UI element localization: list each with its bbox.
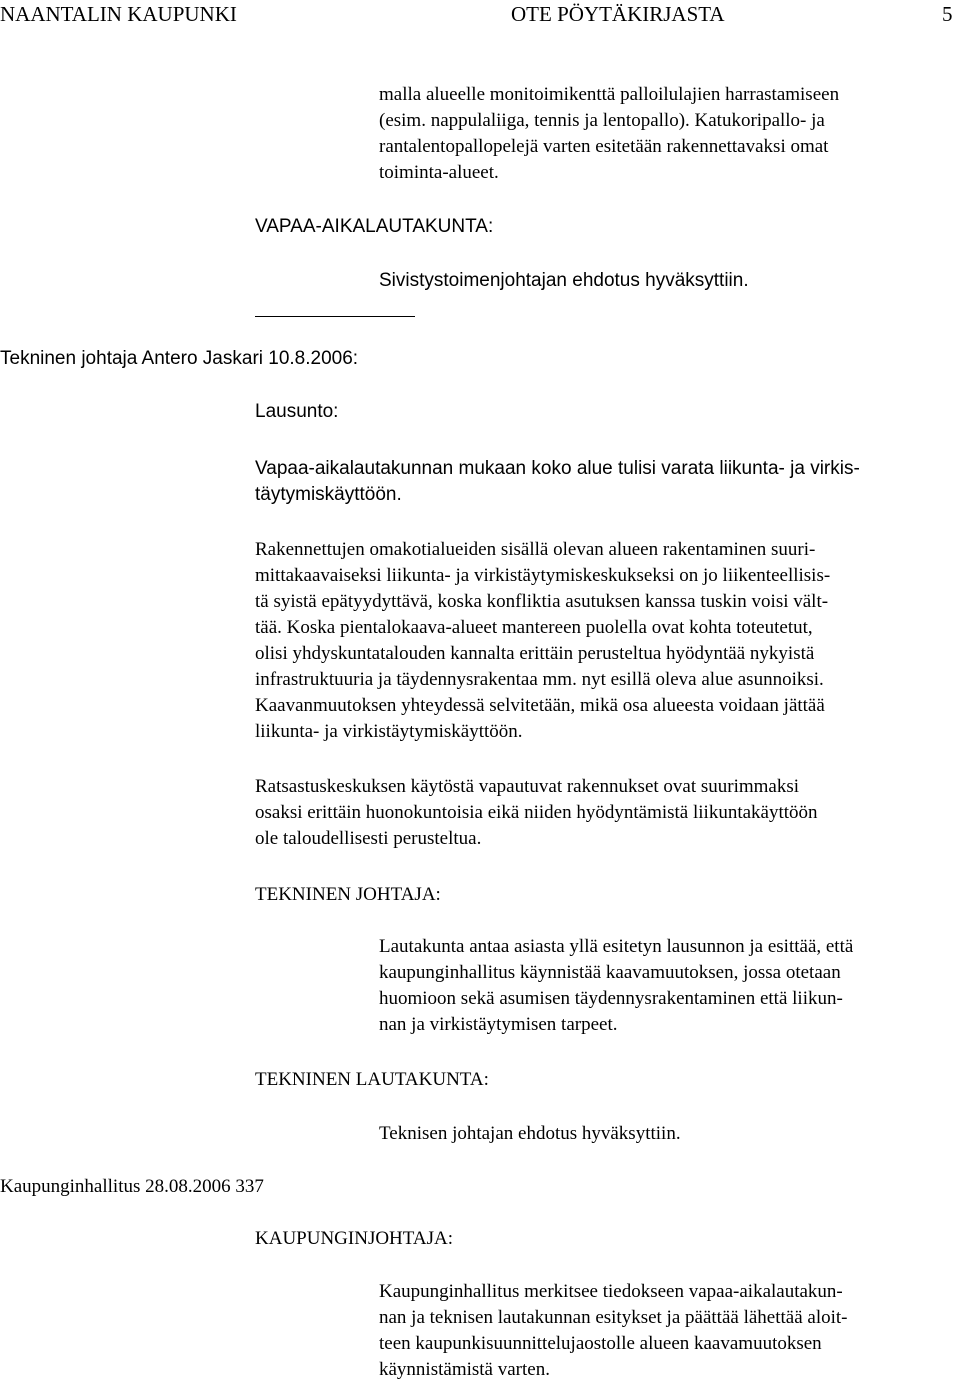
tekninen-johtaja-label: TEKNINEN JOHTAJA: bbox=[255, 884, 441, 905]
header-organization: NAANTALIN KAUPUNKI bbox=[0, 2, 237, 26]
vapaa-aikalautakunta-decision: Sivistystoimenjohtajan ehdotus hyväksyttiin. bbox=[379, 270, 749, 291]
tekninen-johtaja-meta: Tekninen johtaja Antero Jaskari 10.8.2006: bbox=[0, 348, 359, 369]
kaupunginjohtaja-label: KAUPUNGINJOHTAJA: bbox=[255, 1228, 453, 1249]
tekninen-lautakunta-label: TEKNINEN LAUTAKUNTA: bbox=[255, 1069, 489, 1090]
lausunto-paragraph-3: Ratsastuskeskuksen käytöstä vapautuvat rakennukset ovat suurimmaksi osaksi erittäin huonokuntoisia eikä niiden hyödyntämistä liikuntakäyttöön ole taloudellisesti perusteltua. bbox=[255, 776, 818, 849]
kaupunginjohtaja-proposal: Kaupunginhallitus merkitsee tiedokseen vapaa-aikalautakun- nan ja teknisen lautakunnan esitykset ja päättää lähettää aloit- teen kaupunkisuunnittelujaostolle alueen kaavamuutoksen käynnistämistä varten. bbox=[379, 1281, 848, 1380]
lausunto-label: Lausunto: bbox=[255, 401, 339, 422]
lausunto-paragraph-2: Rakennettujen omakotialueiden sisällä olevan alueen rakentaminen suuri- mittakaavaiseksi liikunta- ja virkistäytymiskeskukseksi on jo liikenteellisis- tä syistä epätyydyttävä, koska konfliktia asutuksen kanssa tuskin voisi vält- tää. Koska pientalokaava-alueet mantereen puolella ovat kohta toteutetut, olisi yhdyskuntatalouden kannalta erittäin perusteltua hyödyntää nykyistä infrastruktuuria ja täydennysrakentaa mm. nyt esillä oleva alue asunnoiksi. Kaavanmuutoksen yhteydessä selvitetään, mikä osa alueesta voidaan jättää liikunta- ja virkistäytymiskäyttöön. bbox=[255, 539, 831, 742]
vapaa-aikalautakunta-label: VAPAA-AIKALAUTAKUNTA: bbox=[255, 216, 494, 237]
tekninen-johtaja-proposal: Lautakunta antaa asiasta yllä esitetyn lausunnon ja esittää, että kaupunginhallitus käynnistää kaavamuutoksen, jossa otetaan huomioon sekä asumisen täydennysrakentaminen että liikun- nan ja virkistäytymisen tarpeet. bbox=[379, 936, 854, 1035]
page-number: 5 bbox=[942, 2, 953, 26]
header-document-type: OTE PÖYTÄKIRJASTA bbox=[511, 2, 725, 26]
intro-paragraph: malla alueelle monitoimikenttä palloilulajien harrastamiseen (esim. nappulaliiga, tennis ja lentopallo). Katukoripallo- ja rantalentopallopelejä varten esitetään rakennettavaksi omat toiminta-alueet. bbox=[379, 84, 840, 183]
kaupunginhallitus-meta: Kaupunginhallitus 28.08.2006 337 bbox=[0, 1176, 264, 1197]
section-divider bbox=[255, 316, 415, 317]
tekninen-lautakunta-decision: Teknisen johtajan ehdotus hyväksyttiin. bbox=[379, 1123, 681, 1144]
lausunto-paragraph-1: Vapaa-aikalautakunnan mukaan koko alue tulisi varata liikunta- ja virkis- täytymiskäyttöön. bbox=[255, 458, 860, 505]
